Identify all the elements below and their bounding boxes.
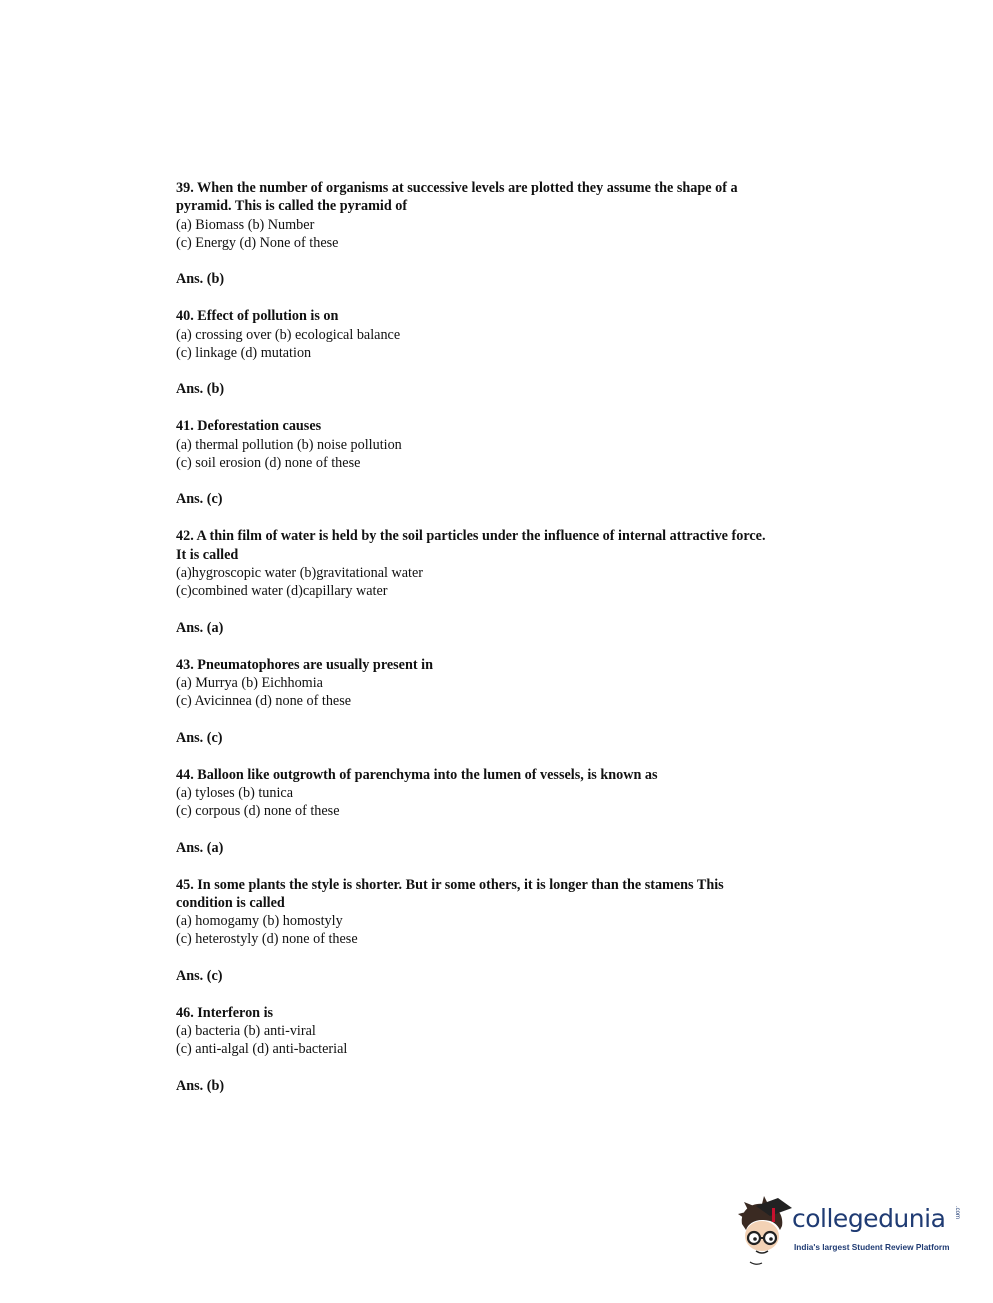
question-list xyxy=(176,179,876,1114)
question-text: 46. Interferon is xyxy=(176,1004,274,1021)
question-text: 45. In some plants the style is shorter. But ir some others, it is longer than the stamens This xyxy=(176,876,724,893)
answer-options: (a) homogamy (b) homostyly xyxy=(176,913,343,930)
answer-options: (a) tyloses (b) tunica xyxy=(176,784,294,801)
answer-options: (a) thermal pollution (b) noise pollution xyxy=(176,436,402,453)
answer-key: Ans. (b) xyxy=(176,1077,225,1094)
question-block xyxy=(176,527,876,637)
question-block xyxy=(176,1004,876,1095)
answer-options: (a) crossing over (b) ecological balance xyxy=(176,326,401,343)
question-block xyxy=(176,417,876,508)
question-text: 39. When the number of organisms at successive levels are plotted they assume the shape of a xyxy=(176,180,738,196)
logo-tagline: India's largest Student Review Platform xyxy=(794,1242,950,1252)
student-mascot-icon xyxy=(736,1196,792,1268)
answer-options: (c) corpous (d) none of these xyxy=(176,803,340,820)
answer-options: (c) anti-algal (d) anti-bacterial xyxy=(176,1041,348,1058)
answer-key: Ans. (c) xyxy=(176,491,223,508)
answer-key: Ans. (a) xyxy=(176,839,224,856)
answer-options: (a) bacteria (b) anti-viral xyxy=(176,1023,316,1040)
question-text: 42. A thin film of water is held by the soil particles under the influence of internal attractive force. xyxy=(176,528,766,545)
answer-key: Ans. (b) xyxy=(176,381,225,398)
answer-options: (c) heterostyly (d) none of these xyxy=(176,931,358,948)
question-text: 41. Deforestation causes xyxy=(176,418,322,435)
question-text: 43. Pneumatophores are usually present in xyxy=(176,656,433,673)
logo-wordmark: collegedunia xyxy=(792,1204,946,1233)
question-text: condition is called xyxy=(176,894,285,911)
question-text: 44. Balloon like outgrowth of parenchyma into the lumen of vessels, is known as xyxy=(176,766,658,783)
answer-options: (c)combined water (d)capillary water xyxy=(176,583,388,600)
question-block xyxy=(176,656,876,747)
question-text: 40. Effect of pollution is on xyxy=(176,308,339,325)
answer-options: (a) Biomass (b) Number xyxy=(176,216,315,233)
question-block xyxy=(176,307,876,398)
collegedunia-logo xyxy=(736,1196,966,1268)
answer-key: Ans. (c) xyxy=(176,967,223,984)
question-text: It is called xyxy=(176,546,239,563)
question-block xyxy=(176,179,876,289)
logo-domain-suffix: .com xyxy=(954,1206,960,1220)
answer-options: (c) linkage (d) mutation xyxy=(176,344,312,361)
answer-key: Ans. (a) xyxy=(176,619,224,636)
question-text: pyramid. This is called the pyramid of xyxy=(176,198,408,215)
answer-key: Ans. (c) xyxy=(176,729,223,746)
answer-options: (a) Murrya (b) Eichhomia xyxy=(176,674,323,691)
answer-options: (a)hygroscopic water (b)gravitational water xyxy=(176,564,423,581)
question-block xyxy=(176,876,876,986)
answer-options: (c) Avicinnea (d) none of these xyxy=(176,693,352,710)
question-block xyxy=(176,766,876,857)
answer-key: Ans. (b) xyxy=(176,271,225,288)
answer-options: (c) Energy (d) None of these xyxy=(176,234,339,251)
answer-options: (c) soil erosion (d) none of these xyxy=(176,454,361,471)
